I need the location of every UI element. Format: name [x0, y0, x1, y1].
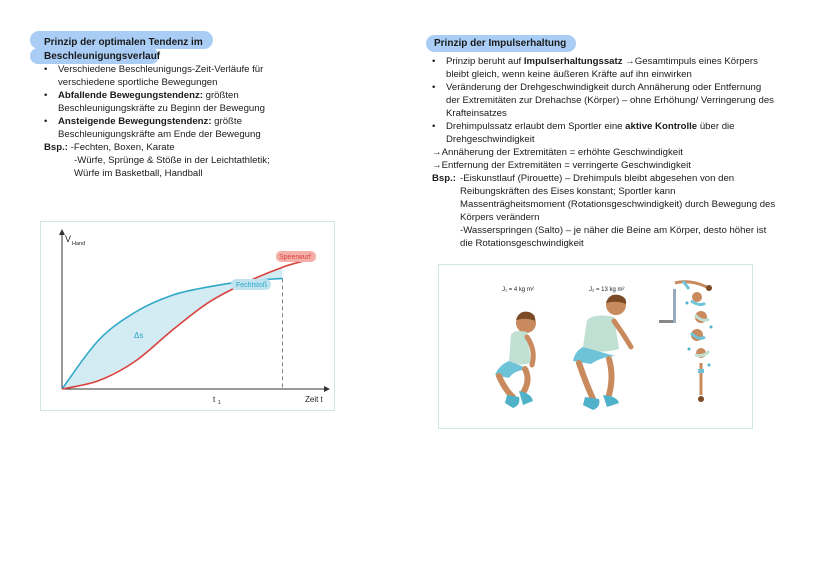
fechtstoss-label: Fechtstoß — [236, 282, 268, 289]
left-bullet-2-bold: Abfallende Bewegungstendenz: — [58, 90, 203, 101]
bullet-dot: • — [44, 116, 48, 127]
bullet-dot: • — [44, 90, 48, 101]
label-j2: J₂ = 13 kg m² — [589, 287, 625, 293]
right-heading — [426, 35, 777, 53]
right-bullet-1-pre: Prinzip beruht auf — [446, 56, 524, 67]
velocity-chart — [41, 222, 334, 410]
extended-figure — [573, 295, 631, 410]
right-bsp-label: Bsp.: — [432, 173, 456, 184]
left-bullet-1-text: Verschiedene Beschleunigungs-Zeit-Verläufe für verschiedene sportliche Bewegungen — [58, 64, 264, 88]
t1-label-sub: 1 — [218, 400, 221, 406]
right-heading-text: Prinzip der Impulserhaltung — [426, 35, 576, 52]
left-heading-line2: Beschleunigungsverlauf — [44, 51, 161, 62]
left-bullet-3 — [44, 115, 314, 141]
left-bullet-1 — [44, 63, 314, 89]
bullet-dot: • — [432, 82, 436, 93]
left-bullet-3-bold: Ansteigende Bewegungstendenz: — [58, 116, 212, 127]
right-bullet-3-bold: aktive Kontrolle — [625, 121, 698, 132]
bullet-dot: • — [432, 56, 436, 67]
right-bullet-2 — [432, 81, 777, 120]
y-axis-label: V — [65, 234, 72, 244]
right-bullet-3 — [432, 120, 777, 146]
left-bsp-line3: Würfe im Basketball, Handball — [74, 168, 203, 179]
right-column — [432, 35, 777, 250]
delta-s-label: Δs — [134, 331, 144, 340]
bullet-dot: • — [432, 121, 436, 132]
left-bullet-3-rest: größte Beschleunigungskräfte am Ende der Bewegung — [58, 116, 261, 140]
right-bullet-2-text: Veränderung der Drehgeschwindigkeit durch Annäherung oder Entfernung der Extremitäten zur Drehachse (Körper) – ohne Erhöhung/ Verringerung des Krafteinsatzes — [446, 82, 774, 119]
left-bsp-label: Bsp.: — [44, 142, 68, 153]
tucked-figure — [495, 312, 536, 408]
velocity-chart-figure — [40, 221, 335, 411]
left-bullet-2 — [44, 89, 314, 115]
left-bullet-2-rest: größten Beschleunigungskräfte zu Beginn der Bewegung — [58, 90, 265, 114]
right-arrow-2: →Entfernung der Extremitäten = verringerte Geschwindigkeit — [432, 160, 691, 171]
left-column — [44, 35, 314, 180]
right-examples — [432, 172, 777, 250]
left-examples — [44, 141, 314, 154]
rotation-illustration — [438, 264, 753, 429]
right-arrow-1: →Annäherung der Extremitäten = erhöhte Geschwindigkeit — [432, 147, 683, 158]
rotation-illustration-svg — [439, 265, 752, 428]
right-bsp-text1: -Eiskunstlauf (Pirouette) – Drehimpuls bleibt abgesehen von den Reibungskräften des Eises konstant; Sportler kann Massenträgheitsmoment (Rotationsgeschwindigkeit) durch Bewegung des Körpers verändern — [460, 173, 776, 223]
bullet-dot: • — [44, 64, 48, 75]
right-bsp-text2: -Wasserspringen (Salto) – je näher die Beine am Körper, desto höher ist die Rotationsgeschwindigkeit — [460, 225, 767, 249]
y-axis-label-sub: Hand — [72, 241, 86, 247]
right-bullet-3-pre: Drehimpulssatz erlaubt dem Sportler eine — [446, 121, 626, 132]
left-bsp-line2: -Würfe, Sprünge & Stöße in der Leichtathletik; — [74, 155, 270, 166]
x-axis-label: Zeit t — [305, 395, 323, 404]
right-bullet-3-post: über die Drehgeschwindigkeit — [446, 121, 735, 145]
diver-sequence — [659, 281, 713, 402]
right-bullet-1-bold: Impulserhaltungssatz — [523, 56, 623, 67]
label-j1: J₁ = 4 kg m² — [502, 287, 534, 293]
speerwurf-label: Speerwurf — [279, 254, 311, 261]
left-heading — [36, 35, 314, 63]
right-bullet-1 — [432, 55, 777, 81]
right-bullet-1-post: →Gesamtimpuls eines Körpers bleibt gleich, wenn keine äußeren Kräfte auf ihn einwirken — [446, 56, 758, 80]
t1-label: t — [213, 395, 216, 404]
left-heading-line1: Prinzip der optimalen Tendenz im — [44, 37, 203, 48]
left-bsp-line1: -Fechten, Boxen, Karate — [67, 142, 175, 153]
